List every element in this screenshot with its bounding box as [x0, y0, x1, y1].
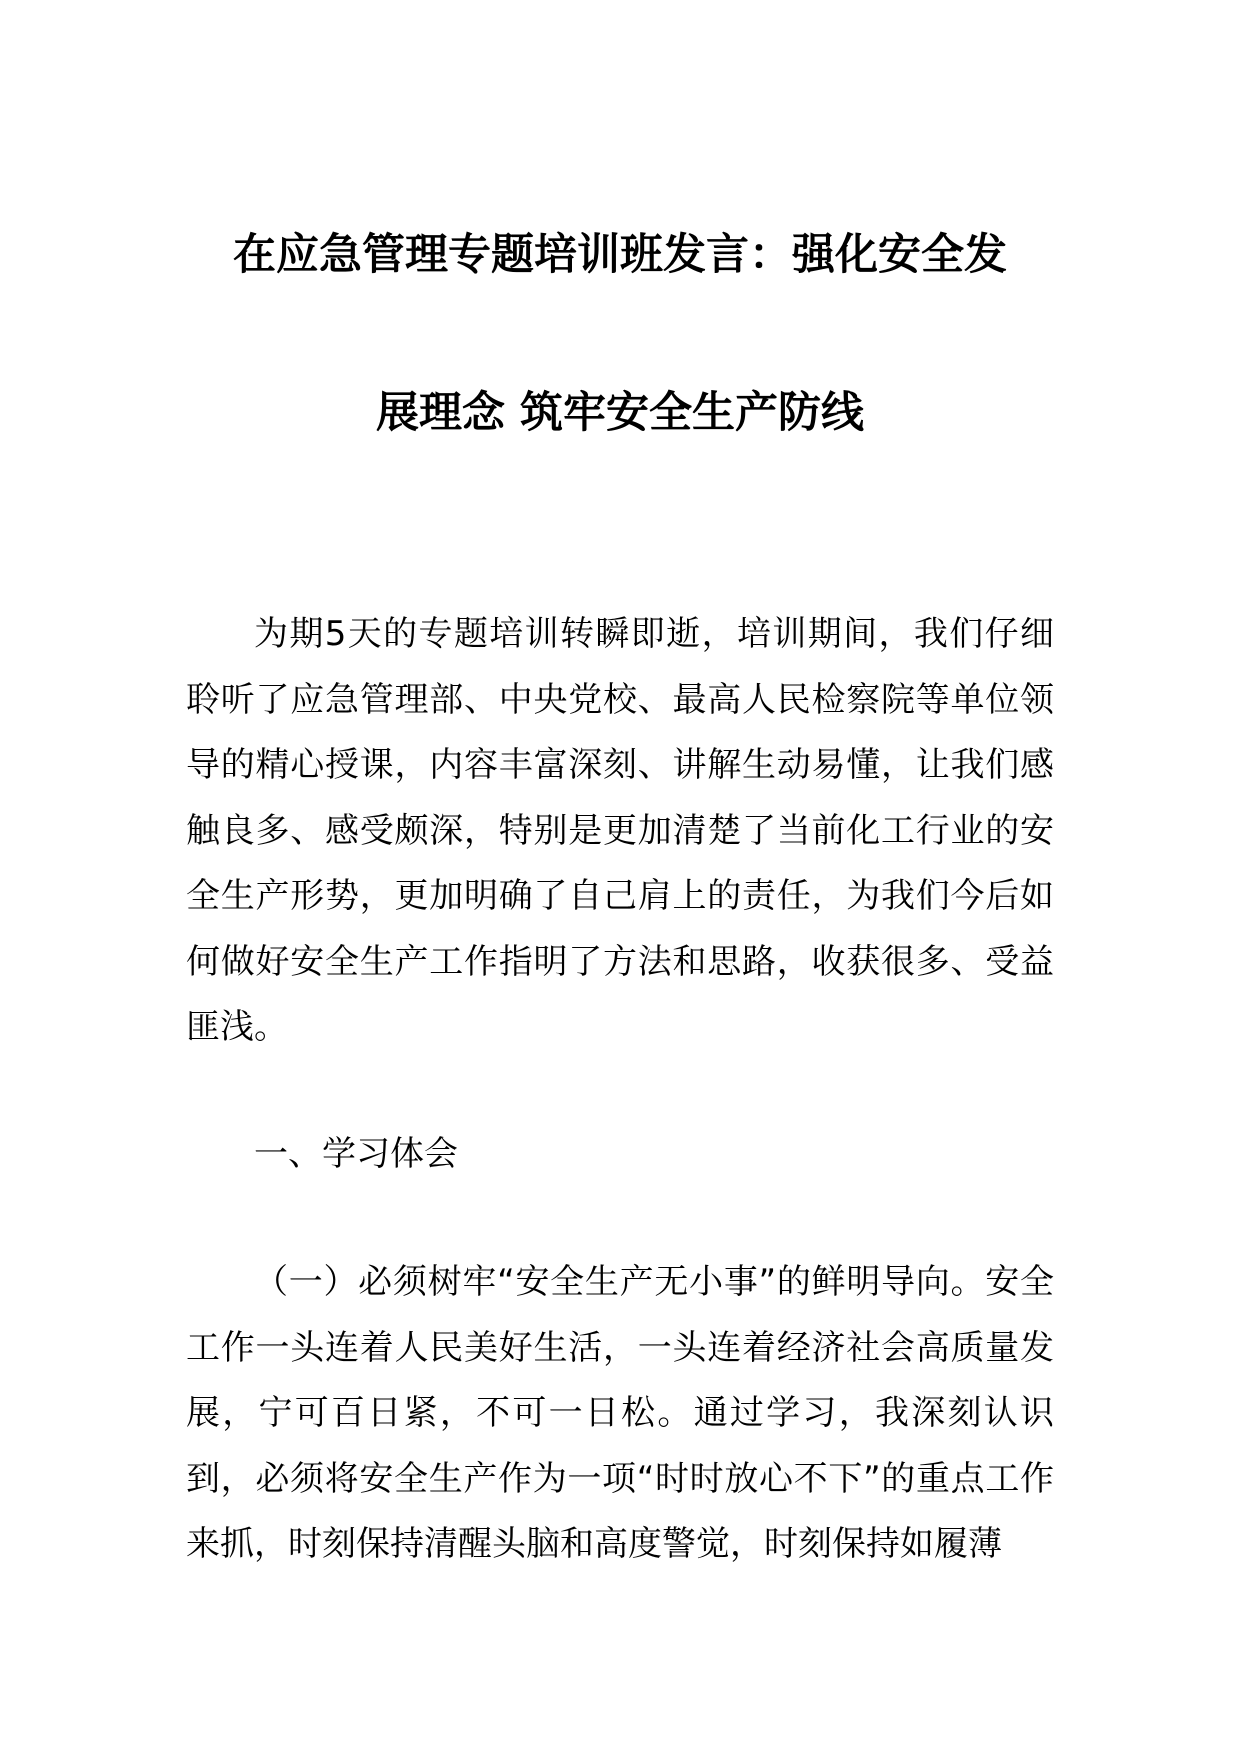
document-title	[186, 176, 1054, 492]
intro-paragraph: 为期5天的专题培训转瞬即逝，培训期间，我们仔细聆听了应急管理部、中央党校、最高人民检察院等单位领导的精心授课，内容丰富深刻、讲解生动易懂，让我们感触良多、感受颇深，特别是更加清楚了当前化工行业的安全生产形势，更加明确了自己肩上的责任，为我们今后如何做好安全生产工作指明了方法和思路，收获很多、受益匪浅。	[186, 614, 1054, 1047]
section-paragraph: （一）必须树牢“安全生产无小事”的鲜明导向。安全工作一头连着人民美好生活，一头连着经济社会高质量发展，宁可百日紧，不可一日松。通过学习，我深刻认识到，必须将安全生产作为一项“时时放心不下”的重点工作来抓，时刻保持清醒头脑和高度警觉，时刻保持如履薄	[186, 1262, 1054, 1564]
title-line-1: 在应急管理专题培训班发言：强化安全发	[233, 230, 1007, 280]
section-heading: 一、学习体会	[254, 1134, 458, 1174]
title-line-2: 展理念 筑牢安全生产防线	[376, 388, 864, 438]
